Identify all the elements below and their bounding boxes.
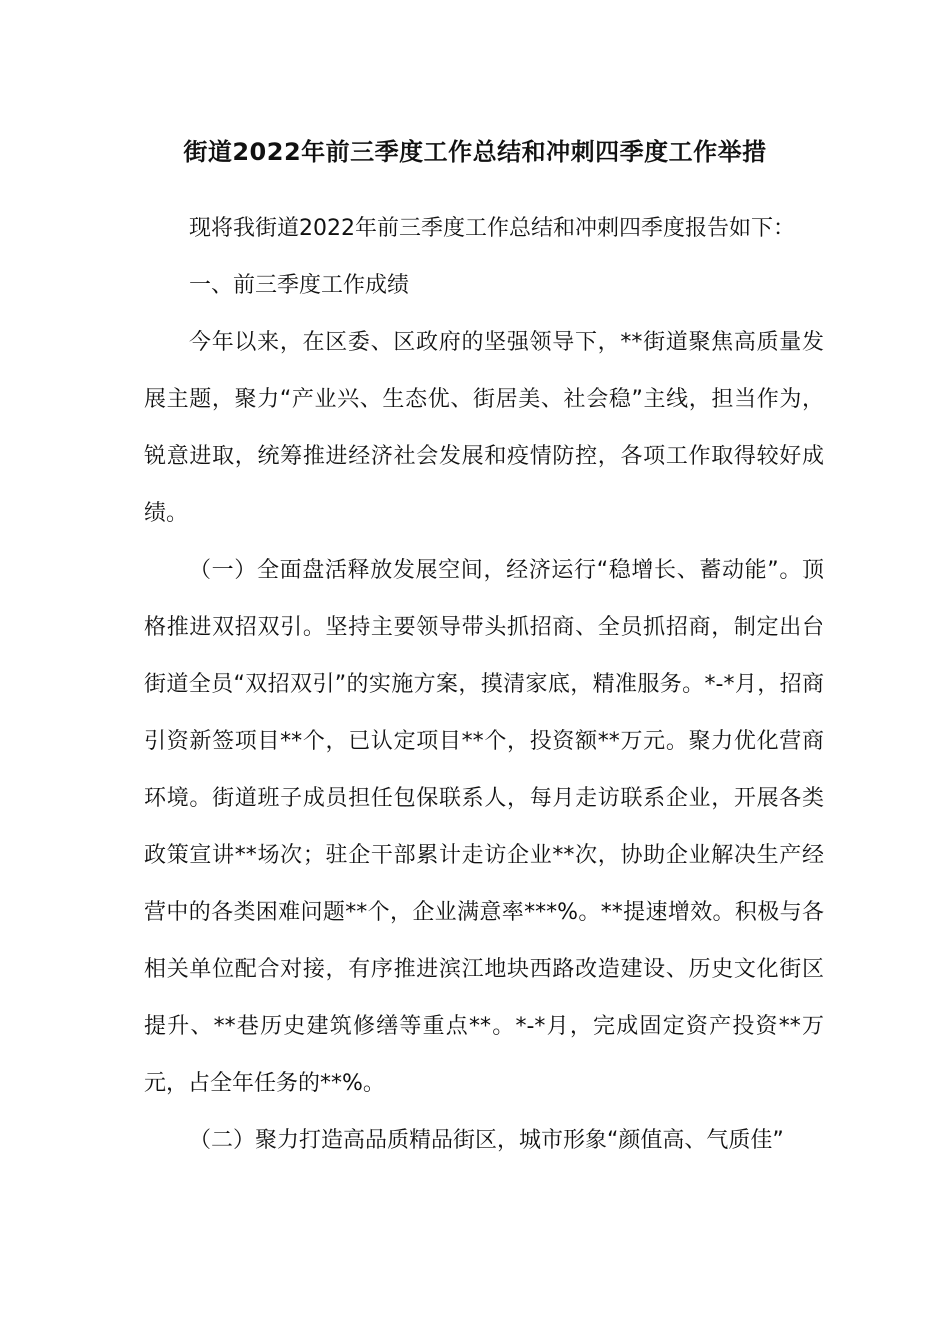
- paragraph-overview: 今年以来，在区委、区政府的坚强领导下，**街道聚焦高质量发展主题，聚力“产业兴、生态优、街居美、社会稳”主线，担当作为，锐意进取，统筹推进经济社会发展和疫情防控，各项工作取得较好成绩。: [144, 330, 824, 526]
- document-body: [144, 200, 824, 1169]
- section-heading-achievements: 一、前三季度工作成绩: [189, 273, 410, 298]
- document-title: 街道2022年前三季度工作总结和冲刺四季度工作举措: [183, 138, 767, 166]
- paragraph-economy: （一）全面盘活释放发展空间，经济运行“稳增长、蓄动能”。顶格推进双招双引。坚持主要领导带头抓招商、全员抓招商，制定出台街道全员“双招双引”的实施方案，摸清家底，精准服务。*-*月，招商引资新签项目**个，已认定项目**个，投资额**万元。聚力优化营商环境。街道班子成员担任包保联系人，每月走访联系企业，开展各类政策宣讲**场次；驻企干部累计走访企业**次，协助企业解决生产经营中的各类困难问题**个，企业满意率***%。**提速增效。积极与各相关单位配合对接，有序推进滨江地块西路改造建设、历史文化街区提升、**巷历史建筑修缮等重点**。*-*月，完成固定资产投资**万元，占全年任务的**%。: [144, 558, 824, 1096]
- paragraph-intro: 现将我街道2022年前三季度工作总结和冲刺四季度报告如下：: [189, 216, 795, 241]
- paragraph-urban: （二）聚力打造高品质精品街区，城市形象“颜值高、气质佳”: [189, 1128, 784, 1153]
